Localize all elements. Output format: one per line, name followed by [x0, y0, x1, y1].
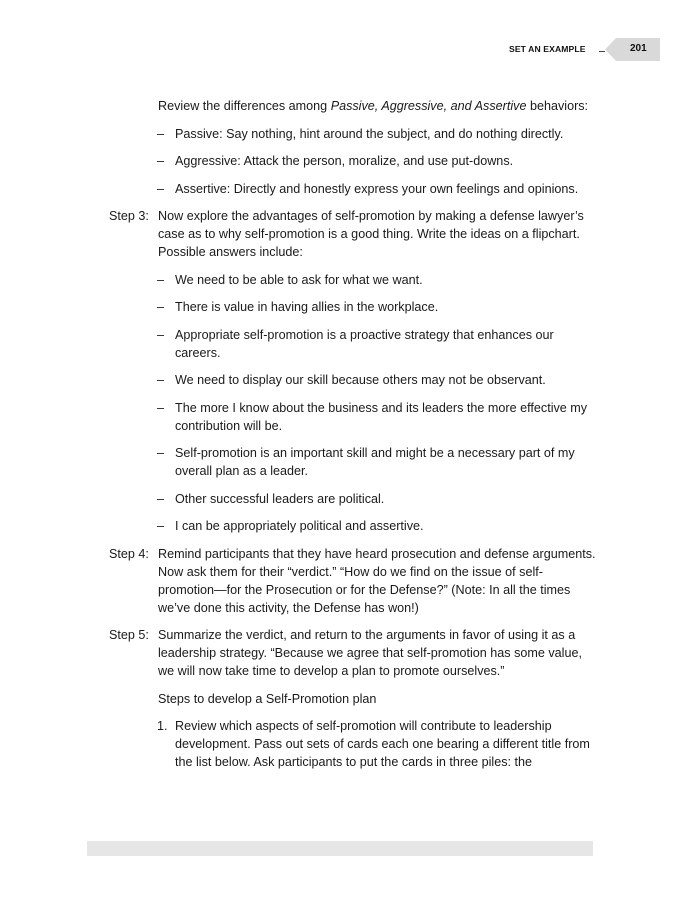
dash-bullet: –: [157, 446, 165, 460]
answer-item: [157, 371, 595, 389]
running-header: [0, 38, 678, 62]
dash-bullet: –: [157, 300, 165, 314]
step-5-paragraph: [109, 626, 598, 680]
behavior-text: Aggressive: Attack the person, moralize, and use put-downs.: [175, 154, 514, 168]
behavior-text: Assertive: Directly and honestly express your own feelings and opinions.: [175, 181, 579, 196]
plan-step-number: 1.: [157, 719, 168, 733]
step-3-text: Now explore the advantages of self-promotion by making a defense lawyer’s case as to why self-promotion is a good thing. Write the ideas on a flipchart. Possible answers include:: [158, 209, 584, 259]
dash-bullet: –: [157, 327, 165, 342]
behavior-text: Passive: Say nothing, hint around the subject, and do nothing directly.: [175, 126, 564, 141]
answer-text: Self-promotion is an important skill and might be a necessary part of my overall plan as a leader.: [175, 446, 575, 478]
behavior-item-aggressive: [157, 152, 595, 170]
step-4-paragraph: [109, 545, 598, 617]
running-header-title: SET AN EXAMPLE: [509, 44, 586, 54]
answer-item: [157, 399, 595, 435]
step-5-text: Summarize the verdict, and return to the arguments in favor of using it as a leadership strategy. “Because we agree that self-promotion has some value, we will now take time to develop a plan to promote ourselves.”: [158, 628, 582, 678]
answer-item: [157, 517, 595, 535]
dash-bullet: –: [157, 400, 165, 415]
page-body: [0, 97, 678, 781]
intro-lead: Review the differences among: [158, 99, 331, 113]
answer-text: Appropriate self-promotion is a proactive strategy that enhances our careers.: [175, 327, 554, 360]
header-rule: [599, 51, 605, 52]
behavior-item-passive: [157, 125, 595, 143]
answer-item: [157, 490, 595, 508]
plan-step-item: [157, 717, 595, 771]
intro-emphasis: Passive, Aggressive, and Assertive: [330, 99, 527, 113]
dash-bullet: –: [157, 272, 165, 287]
behavior-item-assertive: [157, 180, 595, 198]
step-3-paragraph: [109, 207, 598, 261]
step-5-label: Step 5:: [109, 628, 149, 642]
answer-item: [157, 298, 595, 316]
answer-item: [157, 326, 595, 362]
answer-text: I can be appropriately political and assertive.: [175, 519, 424, 533]
dash-bullet: –: [157, 154, 165, 168]
intro-tail: behaviors:: [526, 99, 589, 113]
step-3-label: Step 3:: [109, 209, 149, 223]
answer-text: There is value in having allies in the workplace.: [175, 300, 439, 314]
dash-bullet: –: [157, 181, 165, 196]
step-4-text: Remind participants that they have heard prosecution and defense arguments. Now ask them for their “verdict.” “How do we find on the issue of self-promotion—for the Prosecution or for the Defense?” (Note: In all the times we’ve done this activity, the Defense has won!): [158, 546, 596, 615]
answer-text: We need to display our skill because others may not be observant.: [175, 373, 546, 387]
plan-step-text: Review which aspects of self-promotion will contribute to leadership development. Pass out sets of cards each one bearing a different title from the list below. Ask participants to put the cards in three piles: the: [175, 719, 590, 769]
answer-text: The more I know about the business and its leaders the more effective my contribution will be.: [175, 400, 588, 433]
answer-text: Other successful leaders are political.: [175, 491, 385, 506]
page-number: 201: [630, 43, 647, 54]
dash-bullet: –: [157, 126, 165, 141]
dash-bullet: –: [157, 373, 165, 387]
answer-item: [157, 271, 595, 289]
answer-text: We need to be able to ask for what we want.: [175, 272, 423, 287]
footer-bar: [87, 841, 593, 856]
answer-item: [157, 444, 595, 480]
dash-bullet: –: [157, 491, 165, 506]
intro-paragraph: [158, 97, 598, 115]
plan-heading: Steps to develop a Self-Promotion plan: [158, 691, 377, 706]
step-4-label: Step 4:: [109, 546, 149, 561]
dash-bullet: –: [157, 519, 165, 533]
